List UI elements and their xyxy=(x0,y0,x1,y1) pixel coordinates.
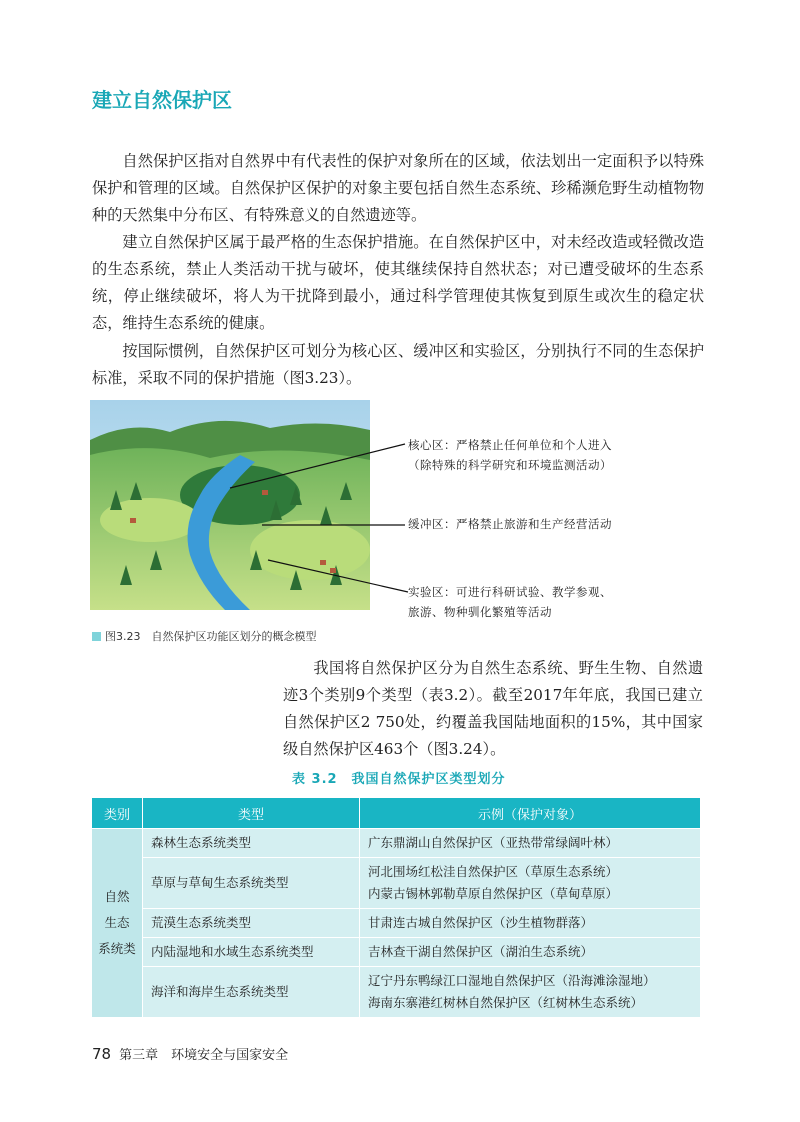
table-row xyxy=(92,938,701,967)
table-header-row xyxy=(92,798,701,829)
section-title: 建立自然保护区 xyxy=(92,88,232,112)
table-row xyxy=(92,909,701,938)
chapter-title: 第三章 环境安全与国家安全 xyxy=(119,1048,289,1063)
callout-buffer-text: 缓冲区：严格禁止旅游和生产经营活动 xyxy=(408,517,612,531)
paragraph-zoning: 按国际惯例，自然保护区可划分为核心区、缓冲区和实验区，分别执行不同的生态保护标准，采取不同的保护措施（图3.23）。 xyxy=(92,342,704,387)
category-line: 自然 xyxy=(104,889,130,904)
type-cell: 荒漠生态系统类型 xyxy=(143,909,360,938)
category-cell xyxy=(92,829,143,1018)
page-number: 78 xyxy=(92,1045,112,1063)
category-line: 生态 xyxy=(104,915,130,930)
callout-core-zone xyxy=(408,435,612,475)
type-cell: 森林生态系统类型 xyxy=(143,829,360,858)
type-cell: 内陆湿地和水域生态系统类型 xyxy=(143,938,360,967)
paragraph-measures: 建立自然保护区属于最严格的生态保护措施。在自然保护区中，对未经改造或轻微改造的生态系统，禁止人类活动干扰与破坏，使其继续保持自然状态；对已遭受破坏的生态系统，停止继续破坏，将人为干扰降到最小，通过科学管理使其恢复到原生或次生的稳定状态，维持生态系统的健康。 xyxy=(92,233,704,332)
type-cell: 海洋和海岸生态系统类型 xyxy=(143,967,360,1018)
type-cell: 草原与草甸生态系统类型 xyxy=(143,858,360,909)
example-cell xyxy=(360,938,701,967)
header-type: 类型 xyxy=(143,798,360,829)
example-text: 甘肃连古城自然保护区（沙生植物群落） xyxy=(368,915,594,930)
example-cell xyxy=(360,829,701,858)
example-text: 内蒙古锡林郭勒草原自然保护区（草甸草原） xyxy=(368,886,619,901)
callout-core-line2: （除特殊的科学研究和环境监测活动） xyxy=(408,458,612,472)
category-line: 系统类 xyxy=(98,941,136,956)
example-text: 吉林查干湖自然保护区（湖泊生态系统） xyxy=(368,944,594,959)
caption-marker-icon xyxy=(92,632,101,641)
table-row xyxy=(92,858,701,909)
callout-core-line1: 核心区：严格禁止任何单位和个人进入 xyxy=(408,438,612,452)
figure-caption xyxy=(92,628,317,644)
example-text: 海南东寨港红树林自然保护区（红树林生态系统） xyxy=(368,995,644,1010)
example-cell xyxy=(360,909,701,938)
example-text: 河北围场红松洼自然保护区（草原生态系统） xyxy=(368,864,619,879)
table-caption: 表 3.2 我国自然保护区类型划分 xyxy=(292,772,506,787)
callout-exp-line1: 实验区：可进行科研试验、教学参观、 xyxy=(408,585,612,599)
paragraph-classification: 我国将自然保护区分为自然生态系统、野生生物、自然遗迹3个类别9个类型（表3.2）。截至2017年年底，我国已建立自然保护区2 750处，约覆盖我国陆地面积的15%，其中国家级自然保护区463个（图3.24）。 xyxy=(283,659,703,758)
page-footer xyxy=(92,1044,288,1063)
table-row xyxy=(92,967,701,1018)
table-row xyxy=(92,829,701,858)
paragraph-definition: 自然保护区指对自然界中有代表性的保护对象所在的区域，依法划出一定面积予以特殊保护和管理的区域。自然保护区保护的对象主要包括自然生态系统、珍稀濒危野生动植物物种的天然集中分布区、有特殊意义的自然遗迹等。 xyxy=(92,152,704,224)
header-category: 类别 xyxy=(92,798,143,829)
example-cell xyxy=(360,967,701,1018)
header-examples: 示例（保护对象） xyxy=(360,798,701,829)
callout-buffer-zone xyxy=(408,514,612,534)
callout-experimental-zone xyxy=(408,582,612,622)
example-cell xyxy=(360,858,701,909)
figure-caption-text: 图3.23 自然保护区功能区划分的概念模型 xyxy=(105,630,317,643)
reserve-type-table xyxy=(91,797,701,1018)
example-text: 广东鼎湖山自然保护区（亚热带常绿阔叶林） xyxy=(368,835,619,850)
example-text: 辽宁丹东鸭绿江口湿地自然保护区（沿海滩涂湿地） xyxy=(368,973,656,988)
callout-exp-line2: 旅游、物种驯化繁殖等活动 xyxy=(408,605,552,619)
